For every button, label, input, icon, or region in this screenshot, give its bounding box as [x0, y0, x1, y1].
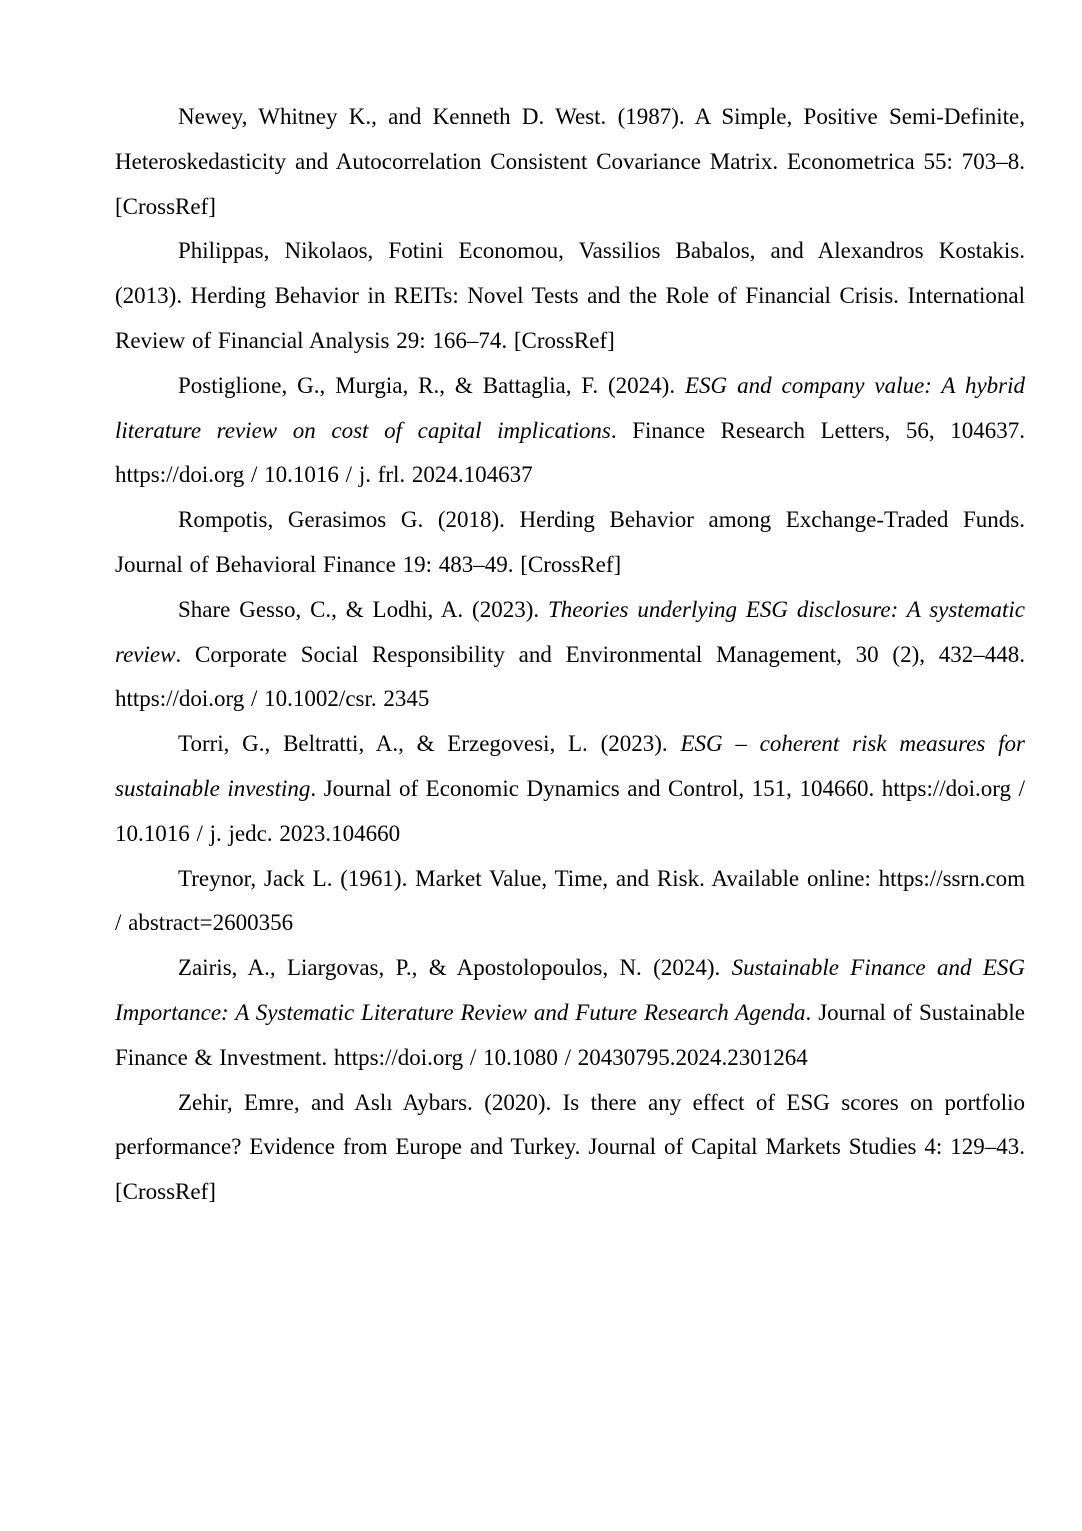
reference-entry-9	[115, 1081, 1025, 1215]
reference-text: Rompotis, Gerasimos G. (2018). Herding Behavior among Exchange-Traded Funds. Journal of Behavioral Finance 19: 483–49. [CrossRef]	[115, 507, 1025, 577]
reference-text: . Journal of Economic Dynamics and Control, 151, 104660. https://doi.org / 10.1016 / j. jedc. 2023.104660	[115, 775, 1025, 846]
reference-text: . Corporate Social Responsibility and Environmental Management, 30 (2), 432–448. https://doi.org / 10.1002/csr. 2345	[115, 641, 1025, 712]
reference-title-italic: ESG and company value: A hybrid literature review on cost of capital implications	[115, 372, 1025, 443]
reference-entry-2	[115, 229, 1025, 363]
reference-text: Treynor, Jack L. (1961). Market Value, Time, and Risk. Available online: https://ssrn.com / abstract=2600356	[115, 865, 1025, 936]
reference-text: Share Gesso, C., & Lodhi, A. (2023).	[178, 596, 548, 622]
reference-entry-8	[115, 946, 1025, 1080]
reference-entry-1	[115, 95, 1025, 229]
reference-entry-3	[115, 364, 1025, 498]
reference-text: Zairis, A., Liargovas, P., & Apostolopoulos, N. (2024).	[178, 955, 732, 981]
reference-text: Zehir, Emre, and Aslı Aybars. (2020). Is there any effect of ESG scores on portfolio performance? Evidence from Europe and Turkey. Journal of Capital Markets Studies 4: 129–43. [CrossRef]	[115, 1089, 1025, 1205]
references-list	[115, 95, 1025, 1215]
reference-entry-7	[115, 857, 1025, 947]
reference-text: . Finance Research Letters, 56, 104637. https://doi.org / 10.1016 / j. frl. 2024.104637	[115, 417, 1025, 488]
reference-text: Postiglione, G., Murgia, R., & Battaglia, F. (2024).	[178, 372, 685, 398]
reference-text: . Journal of Sustainable Finance & Investment. https://doi.org / 10.1080 / 20430795.2024.2301264	[115, 999, 1026, 1070]
reference-entry-4	[115, 498, 1025, 588]
reference-entry-6	[115, 722, 1025, 856]
reference-title-italic: Theories underlying ESG disclosure: A systematic review	[115, 596, 1026, 667]
reference-text: Newey, Whitney K., and Kenneth D. West. (1987). A Simple, Positive Semi-Definite, Heteroskedasticity and Autocorrelation Consistent Covariance Matrix. Econometrica 55: 703–8. [CrossRef]	[115, 104, 1025, 219]
reference-text: Torri, G., Beltratti, A., & Erzegovesi, L. (2023).	[178, 731, 681, 757]
reference-text: Philippas, Nikolaos, Fotini Economou, Vassilios Babalos, and Alexandros Kostakis. (2013). Herding Behavior in REITs: Novel Tests and the Role of Financial Crisis. International Review of Financial Analysis 29: 166–74. [CrossRef]	[115, 238, 1025, 353]
reference-title-italic: ESG – coherent risk measures for sustainable investing	[115, 731, 1025, 801]
reference-title-italic: Sustainable Finance and ESG Importance: A Systematic Literature Review and Future Research Agenda	[115, 955, 1025, 1025]
reference-entry-5	[115, 588, 1025, 722]
